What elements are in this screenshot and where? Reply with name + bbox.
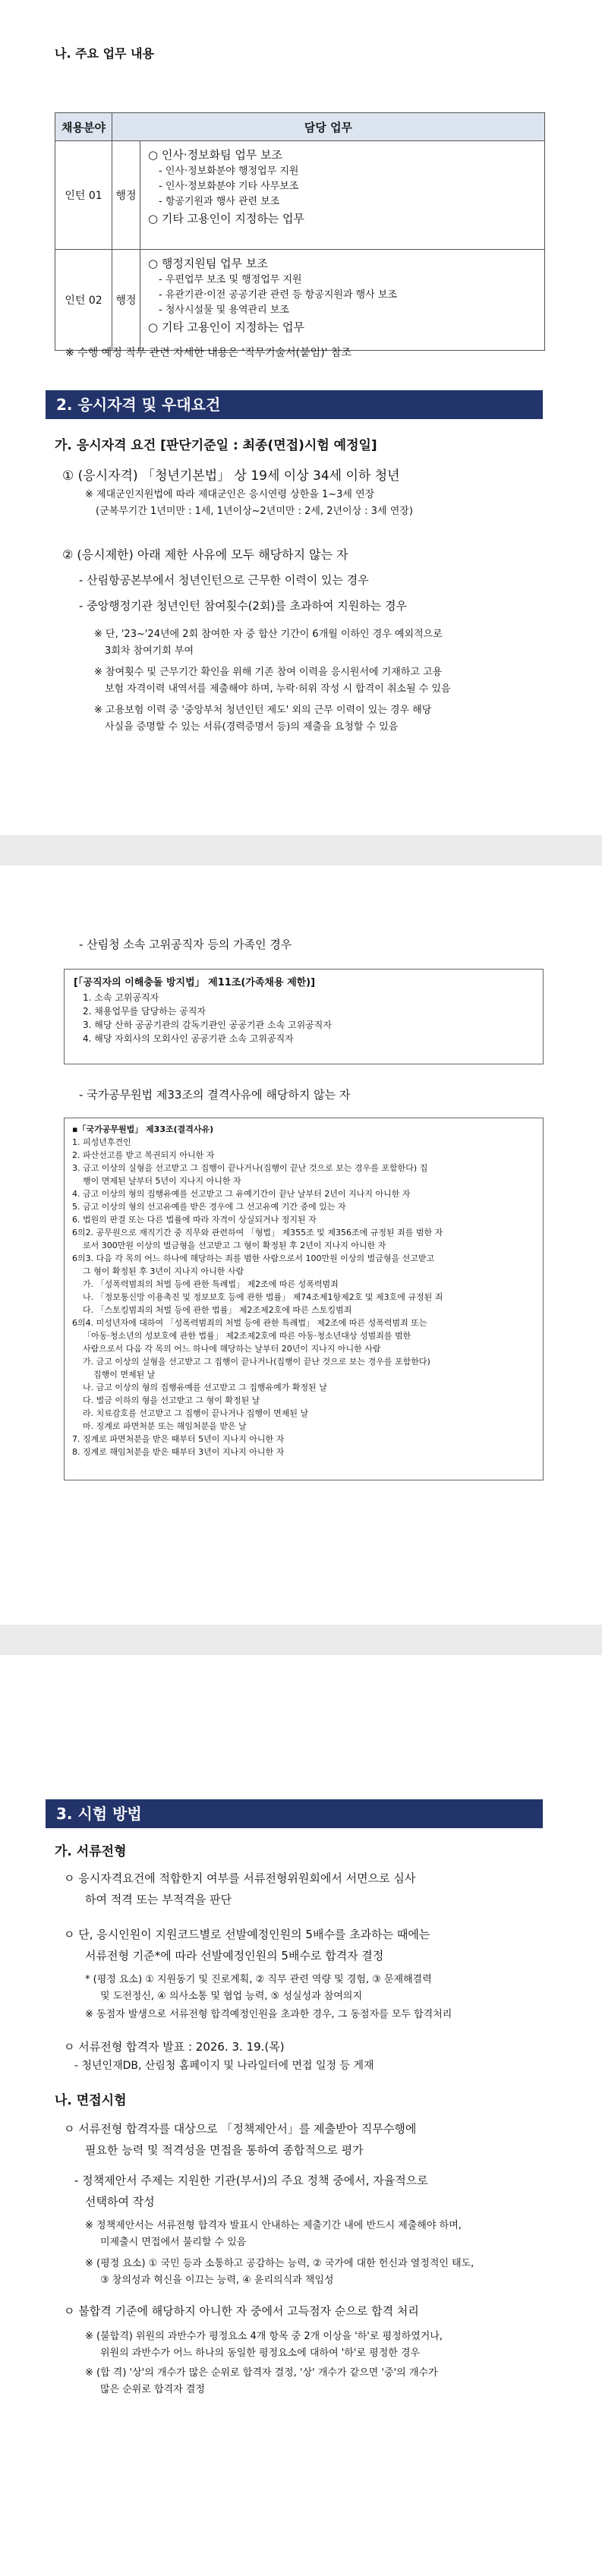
doc-screening-head: 가. 서류전형 [55,1844,127,1859]
na-1: 필요한 능력 및 적격성을 면접을 통하여 종합적으로 평가 [85,2143,364,2157]
disqualification-line: 집행이 면제된 날 [72,1370,156,1379]
note-a: ※ 단, '23~'24년에 2회 참여한 자 중 합산 기간이 6개월 이하인 경우 예외적으로 [94,629,443,640]
page-gap [0,1625,602,1655]
note-b: ※ 참여횟수 및 근무기간 확인을 위해 기존 참여 이력을 응시원서에 기재하고 고용 [94,667,443,678]
th-duty: 담당 업무 [112,113,545,141]
na-note: ※ (합 격) '상'의 개수가 많은 순위로 합격자 결정, '상' 개수가 같으면 '중'의 개수가 [85,2367,438,2379]
table-row [55,250,545,351]
th-field: 채용분야 [55,113,112,141]
disqualification-line: 6의2. 공무원으로 재직기간 중 직무와 관련하여 「형법」 제355조 및 제356조에 규정된 죄를 범한 자 [72,1228,443,1238]
na-3: ㅇ 불합격 기준에 해당하지 아니한 자 중에서 고득점자 순으로 합격 처리 [64,2304,419,2318]
section-3-header: 3. 시험 방법 [46,1799,543,1828]
disqualification-line: 8. 징계로 해임처분을 받은 때부터 3년이 지나지 아니한 자 [72,1447,285,1457]
eligibility-subhead: 가. 응시자격 요건 [판단기준일 : 최종(면접)시험 예정일] [55,438,377,453]
item-2-d: - 국가공무원법 제33조의 결격사유에 해당하지 않는 자 [79,1088,351,1102]
item-2-c: - 산림청 소속 고위공직자 등의 가족인 경우 [79,938,292,951]
disqualification-line: 6의4. 미성년자에 대하여 「성폭력범죄의 처벌 등에 관한 특례법」 제2조에 따른 성폭력범죄 또는 [72,1318,427,1328]
row-name: 인턴 01 [55,141,112,250]
ga-2: ㅇ 단, 응시인원이 지원코드별로 선발예정인원의 5배수를 초과하는 때에는 [64,1928,430,1941]
disqualification-line: 그 형이 확정된 후 3년이 지나지 아니한 사람 [72,1266,244,1276]
note-a: 3회차 참여기회 부여 [105,645,194,657]
item-1-note: (군복무기간 1년미만 : 1세, 1년이상~2년미만 : 2세, 2년이상 : 3세 연장) [96,506,413,517]
disqualification-line: 행이 면제된 날부터 5년이 지나지 아니한 자 [72,1176,241,1186]
note-c: 사실을 증명할 수 있는 서류(경력증명서 등)의 제출을 요청할 수 있음 [105,721,399,733]
ga-2: 서류전형 기준*에 따라 선발예정인원의 5배수로 합격자 결정 [85,1949,384,1963]
na-1: ㅇ 서류전형 합격자를 대상으로 「정책제안서」를 제출받아 직무수행에 [64,2122,417,2136]
page-1 [0,0,602,835]
disqualification-line: 로서 300만원 이상의 벌금형을 선고받고 그 형이 확정된 후 2년이 지나지 아니한 자 [72,1241,386,1250]
family-hiring-item: 3. 해당 산하 공공기관의 감독기관인 공공기관 소속 고위공직자 [83,1020,332,1030]
na-2: 선택하여 작성 [85,2195,155,2209]
ga-note: ※ 동점자 발생으로 서류전형 합격예정인원을 초과한 경우, 그 동점자를 모두 합격처리 [85,2009,452,2020]
duty-main: ○ 행정지원팀 업무 보조 [148,257,268,270]
section-2-header: 2. 응시자격 및 우대요건 [46,390,543,419]
row-area: 행정 [112,141,140,250]
duty-etc: ○ 기타 고용인이 지정하는 업무 [148,212,305,225]
disqualification-title: ▪「국가공무원법」 제33조(결격사유) [72,1124,214,1134]
duty-section-title: 나. 주요 업무 내용 [55,46,154,61]
item-1-note: ※ 제대군인지원법에 따라 제대군인은 응시연령 상한을 1~3세 연장 [85,489,375,500]
na-note: ※ (불합격) 위원의 과반수가 평정요소 4개 항목 중 2개 이상을 '하'로 평정하였거나, [85,2331,443,2342]
disqualification-line: 가. 「성폭력범죄의 처벌 등에 관한 특례법」 제2조에 따른 성폭력범죄 [72,1279,339,1289]
duty-sub: - 인사·정보화분야 기타 사무보조 [159,181,299,192]
na-note: 위원의 과반수가 어느 하나의 동일한 평정요소에 대하여 '하'로 평정한 경우 [100,2347,421,2359]
page-2 [0,865,602,1625]
page-3 [0,1655,602,2576]
disqualification-line: 4. 금고 이상의 형의 집행유예를 선고받고 그 유예기간이 끝난 날부터 2년이 지나지 아니한 자 [72,1189,411,1199]
ga-1: 하여 적격 또는 부적격을 판단 [85,1893,232,1906]
duty-table [55,112,545,351]
family-hiring-title: [「공직자의 이해충돌 방지법」 제11조(가족채용 제한)] [74,977,316,988]
ga-note: 및 도전정신, ④ 의사소통 및 협업 능력, ⑤ 성실성과 참여의지 [100,1991,363,2002]
note-b: 보험 자격이력 내역서를 제출해야 하며, 누락·허위 작성 시 합격이 취소될 수 있음 [105,683,451,695]
disqualification-box [64,1118,544,1480]
duty-sub: - 항공기원과 행사 관련 보조 [159,196,280,207]
disqualification-line: 다. 벌금 이하의 형을 선고받고 그 형이 확정된 날 [72,1395,260,1405]
disqualification-line: 마. 징계로 파면처분 또는 해임처분을 받은 날 [72,1421,247,1431]
row-name: 인턴 02 [55,250,112,351]
note-c: ※ 고용보험 이력 중 '중앙부처 청년인턴 제도' 외의 근무 이력이 있는 경우 해당 [94,705,432,716]
ga-3-note: - 청년인재DB, 산림청 홈페이지 및 나라일터에 면접 일정 등 게재 [74,2060,374,2072]
item-2-a: - 산림항공본부에서 청년인턴으로 근무한 이력이 있는 경우 [79,573,369,587]
disqualification-list [72,1136,535,1458]
disqualification-line: 7. 징계로 파면처분을 받은 때부터 5년이 지나지 아니한 자 [72,1434,285,1444]
disqualification-line: 나. 금고 이상의 형의 집행유예를 선고받고 그 집행유예가 확정된 날 [72,1383,327,1392]
table-row [55,141,545,250]
duty-sub: - 유관기관·이전 공공기관 관련 등 항공지원과 행사 보조 [159,289,398,301]
disqualification-line: 나. 「정보통신망 이용촉진 및 정보보호 등에 관한 법률」 제74조제1항제2호 및 제3호에 규정된 죄 [72,1292,443,1302]
disqualification-line: 다. 「스토킹범죄의 처벌 등에 관한 법률」 제2조제2호에 따른 스토킹범죄 [72,1305,352,1315]
interview-head: 나. 면접시험 [55,2093,127,2108]
ga-1: ㅇ 응시자격요건에 적합한지 여부를 서류전형위원회에서 서면으로 심사 [64,1871,416,1885]
duty-main: ○ 인사·정보화팀 업무 보조 [148,148,283,162]
item-1: ① (응시자격) 「청년기본법」 상 19세 이상 34세 이하 청년 [62,468,400,484]
na-note: ※ (평정 요소) ① 국민 등과 소통하고 공감하는 능력, ② 국가에 대한 헌신과 열정적인 태도, [85,2258,474,2269]
item-2: ② (응시제한) 아래 제한 사유에 모두 해당하지 않는 자 [62,547,348,562]
duty-sub: - 우편업무 보조 및 행정업무 지원 [159,274,302,285]
family-hiring-box [64,969,544,1064]
na-note: 많은 순위로 합격자 결정 [100,2384,205,2395]
row-duties [140,141,545,250]
disqualification-line: 5. 금고 이상의 형의 선고유예를 받은 경우에 그 선고유예 기간 중에 있는 자 [72,1202,346,1212]
family-hiring-item: 2. 채용업무를 담당하는 공직자 [83,1006,206,1017]
duty-sub: - 청사시설물 및 용역관리 보조 [159,304,289,316]
ga-note: * (평정 요소) ① 지원동기 및 진로계획, ② 직무 관련 역량 및 경험, ③ 문제해결력 [85,1974,432,1985]
duty-etc: ○ 기타 고용인이 지정하는 업무 [148,320,305,334]
na-2: - 정책제안서 주제는 지원한 기관(부서)의 주요 정책 중에서, 자율적으로 [74,2174,428,2187]
disqualification-line: 6의3. 다음 각 목의 어느 하나에 해당하는 죄를 범한 사람으로서 100만원 이상의 벌금형을 선고받고 [72,1253,435,1263]
disqualification-line: 「아동·청소년의 성보호에 관한 법률」 제2조제2호에 따른 아동·청소년대상 성범죄를 범한 [72,1331,411,1341]
disqualification-line: 라. 치료감호를 선고받고 그 집행이 끝나거나 집행이 면제된 날 [72,1408,309,1418]
duty-sub: - 인사·정보화분야 행정업무 지원 [159,166,299,177]
na-note: ※ 정책제안서는 서류전형 합격자 발표시 안내하는 제출기간 내에 반드시 제출해야 하며, [85,2220,462,2231]
disqualification-line: 2. 파산선고를 받고 복권되지 아니한 자 [72,1150,215,1160]
disqualification-line: 3. 금고 이상의 실형을 선고받고 그 집행이 끝나거나(집행이 끝난 것으로 보는 경우를 포함한다) 집 [72,1163,428,1173]
page-gap [0,835,602,865]
na-note: ③ 창의성과 혁신을 이끄는 능력, ④ 윤리의식과 책임성 [100,2275,334,2286]
ga-3: ㅇ 서류전형 합격자 발표 : 2026. 3. 19.(목) [64,2040,285,2054]
family-hiring-item: 1. 소속 고위공직자 [83,992,159,1003]
duty-note: ※ 수행 예정 직무 관련 자세한 내용은 '직무기술서(붙임)' 참조 [65,347,352,359]
disqualification-line: 6. 법원의 판결 또는 다른 법률에 따라 자격이 상실되거나 정지된 자 [72,1215,317,1225]
item-2-b: - 중앙행정기관 청년인턴 참여횟수(2회)를 초과하여 지원하는 경우 [79,599,408,613]
row-area: 행정 [112,250,140,351]
disqualification-line: 가. 금고 이상의 실형을 선고받고 그 집행이 끝나거나(집행이 끝난 것으로 보는 경우를 포함한다) [72,1357,430,1367]
row-duties [140,250,545,351]
disqualification-line: 사람으로서 다음 각 목의 어느 하나에 해당하는 날부터 20년이 지나지 아니한 사람 [72,1344,381,1354]
na-note: 미제출시 면접에서 불리할 수 있음 [100,2237,247,2248]
disqualification-line: 1. 피성년후견인 [72,1137,131,1147]
family-hiring-item: 4. 해당 자회사의 모회사인 공공기관 소속 고위공직자 [83,1033,294,1044]
